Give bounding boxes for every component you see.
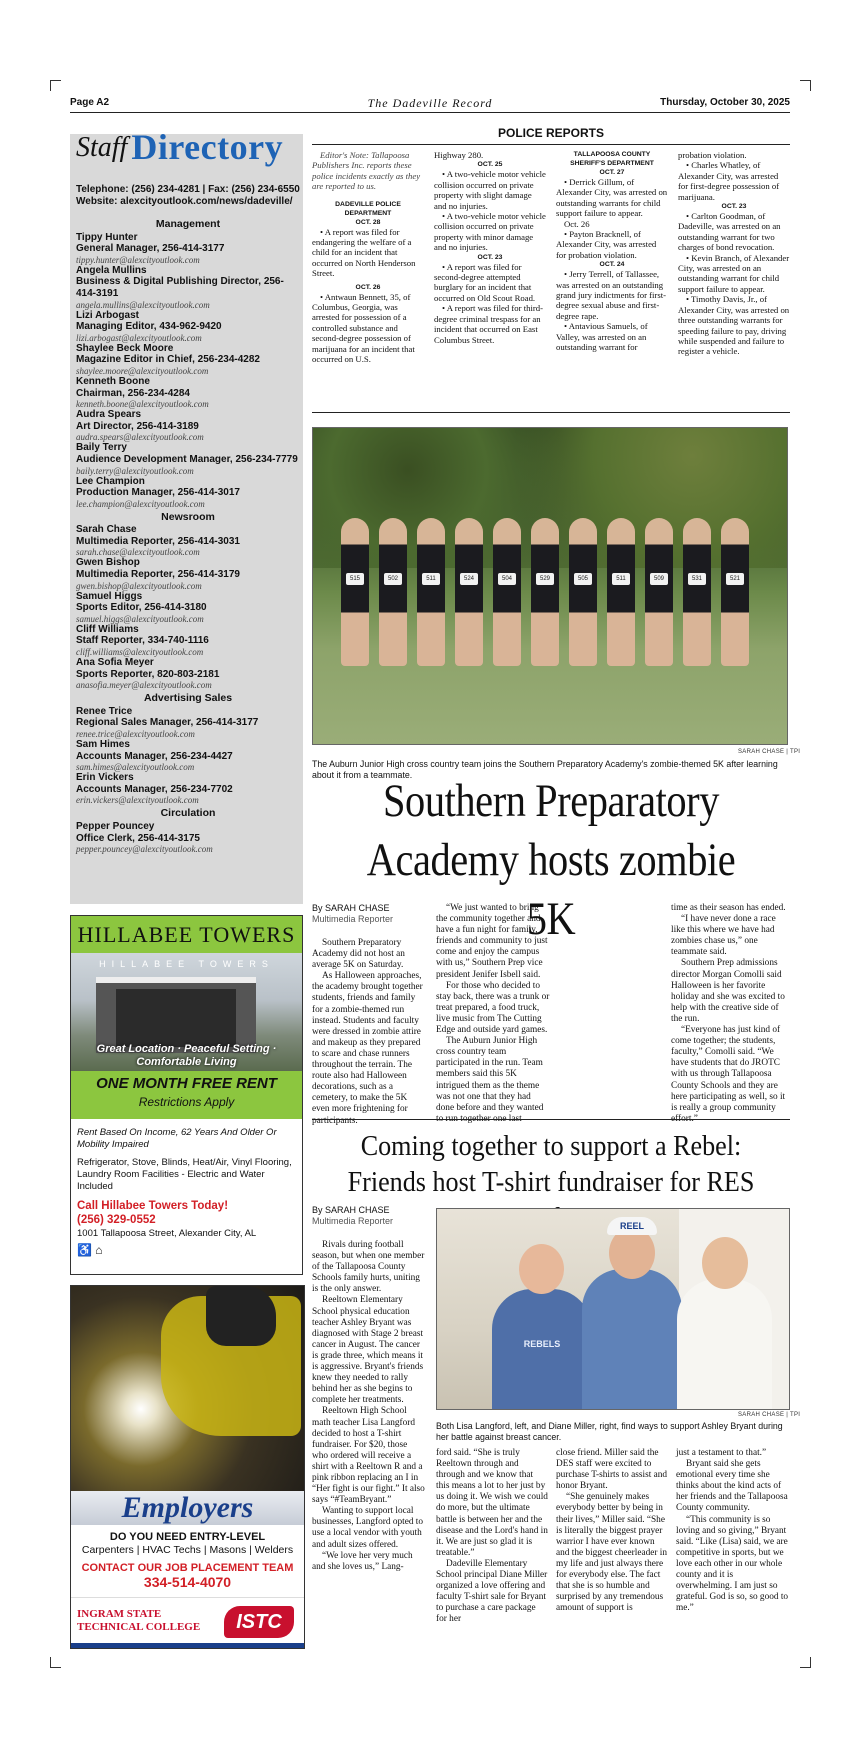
page-number: Page A2 xyxy=(70,97,110,108)
staff-entry xyxy=(76,310,300,343)
ad-tagline: Great Location · Peaceful Setting · Comfortable Living xyxy=(96,1043,277,1068)
staff-title-phone: Art Director, 256-414-3189 xyxy=(76,420,199,432)
staff-entry xyxy=(76,706,300,739)
staff-phone: Telephone: (256) 234-4281 | Fax: (256) 234-6550 xyxy=(76,184,300,195)
building-sign: HILLABEE TOWERS xyxy=(99,959,274,969)
staff-entry xyxy=(76,591,300,624)
ad-building-photo xyxy=(71,953,302,1071)
staff-title-phone: Managing Editor, 434-962-9420 xyxy=(76,321,222,333)
person-right xyxy=(677,1279,772,1409)
crop-mark xyxy=(50,80,61,91)
staff-title-phone: General Manager, 256-414-3177 xyxy=(76,243,225,255)
race-bib: 524 xyxy=(460,573,478,585)
staff-name: Angela Mullins xyxy=(76,264,147,276)
staff-email[interactable]: erin.vickers@alexcityoutlook.com xyxy=(76,795,199,806)
photo-caption: The Auburn Junior High cross country team joins the Southern Preparatory Academy's zombie-themed 5K after learning about it from a teammate. xyxy=(312,759,778,780)
staff-entry xyxy=(76,821,300,854)
photo-credit: SARAH CHASE | TPI xyxy=(738,1412,801,1418)
staff-entry xyxy=(76,376,300,409)
ad-phone[interactable]: (256) 329-0552 xyxy=(77,1214,156,1226)
staff-entry xyxy=(76,476,300,509)
staff-email[interactable]: kenneth.boone@alexcityoutlook.com xyxy=(76,399,209,410)
staff-name: Baily Terry xyxy=(76,442,127,454)
accessibility-icon: ♿ ⌂ xyxy=(77,1243,103,1257)
police-heading: POLICE REPORTS xyxy=(312,126,790,145)
story-headline[interactable]: Southern Preparatory Academy hosts zombie 5K xyxy=(366,775,736,945)
staff-name: Gwen Bishop xyxy=(76,557,140,569)
staff-section-heading: Circulation xyxy=(160,807,216,820)
story-column: Southern Preparatory Academy did not host an average 5K on Saturday. As Halloween approaches, the academy brought together students, friends and family for a zombie-themed run instead. Students and faculty were dressed in zombie attire and makeup as they prepared to scare and chase runners throughout the terrain. The route also had Halloween decorations, such as a cemetery, to make the 5K even more frightening for participants. xyxy=(312,938,423,1126)
story-column: just a testament to that.” Bryant said she gets emotional every time she thinks about the kind acts of her friends and the Tallapoosa County community. “This community is so loving and so giving,” Bryant said. “Like (Lisa) said, we are competitive in sports, but we love each other in our whole county and it is overwhelming. I am just so grateful. God is so, so good to me.” xyxy=(676,1448,789,1614)
photo-credit: SARAH CHASE | TPI xyxy=(738,749,801,755)
byline: By SARAH CHASE Multimedia Reporter xyxy=(312,1205,394,1226)
staff-entry xyxy=(76,409,300,442)
staff-email[interactable]: pepper.pouncey@alexcityoutlook.com xyxy=(76,844,213,855)
staff-name: Ana Sofia Meyer xyxy=(76,657,154,669)
race-bib: 505 xyxy=(574,573,592,585)
section-divider xyxy=(312,1119,790,1120)
runner xyxy=(493,518,521,666)
staff-name: Sam Himes xyxy=(76,739,130,750)
staff-title-phone: Accounts Manager, 256-234-7702 xyxy=(76,783,233,795)
istc-logo: ISTC xyxy=(224,1606,294,1638)
page-folio xyxy=(70,96,790,113)
staff-email[interactable]: cliff.williams@alexcityoutlook.com xyxy=(76,647,204,658)
staff-title-phone: Business & Digital Publishing Director, 256-414-3191 xyxy=(76,276,284,299)
crop-mark xyxy=(50,1657,61,1668)
staff-name: Pepper Pouncey xyxy=(76,820,155,832)
staff-email[interactable]: baily.terry@alexcityoutlook.com xyxy=(76,465,194,476)
runner xyxy=(379,518,407,666)
staff-email[interactable]: gwen.bishop@alexcityoutlook.com xyxy=(76,580,202,591)
staff-email[interactable]: anasofia.meyer@alexcityoutlook.com xyxy=(76,680,212,691)
hillabee-towers-ad[interactable] xyxy=(70,915,303,1275)
staff-entry xyxy=(76,772,300,805)
photo-caption: Both Lisa Langford, left, and Diane Miller, right, find ways to support Ashley Bryant during her battle against breast cancer. xyxy=(436,1421,783,1442)
staff-name: Shaylee Beck Moore xyxy=(76,342,174,354)
staff-email[interactable]: angela.mullins@alexcityoutlook.com xyxy=(76,299,210,310)
staff-title-phone: Multimedia Reporter, 256-414-3031 xyxy=(76,535,240,547)
staff-entry xyxy=(76,343,300,376)
crop-mark xyxy=(800,1657,811,1668)
staff-name: Audra Spears xyxy=(76,409,142,421)
race-bib: 515 xyxy=(346,573,364,585)
story-column: time as their season has ended. “I have never done a race like this where we have had zombies chase us,” one teammate said. Southern Prep admissions director Morgan Comolli said Halloween is her favorite holiday and she was excited to help with the creative side of the run. “Everyone has just kind of come together; the students, faculty,” Comolli said. “We have students that do JROTC with us through Tallapoosa County Schools and they are here participating as well, so it is really a group community effort.” xyxy=(671,903,786,1124)
staff-section-heading: Management xyxy=(155,218,221,230)
ad-headline: Employers xyxy=(71,1491,304,1525)
byline: By SARAH CHASE Multimedia Reporter xyxy=(312,903,394,924)
story-column: “We just wanted to bring the community together and have a fun night for family, friends and community to just come and enjoy the campus with us,” Southern Prep vice president Jenifer Isbell said. For those who decided to stay back, there was a trunk or treat prepared, a food truck, live music from The Cutting Edge and outside yard games. The Auburn Junior High cross country team participated in the run. Team members said this 5K intrigued them as the theme was not one that they had done before and they wanted to run together one last xyxy=(436,903,550,1124)
staff-title-phone: Office Clerk, 256-414-3175 xyxy=(76,832,200,844)
runner xyxy=(645,518,673,666)
staff-name: Sarah Chase xyxy=(76,524,137,536)
staff-email[interactable]: samuel.higgs@alexcityoutlook.com xyxy=(76,613,204,624)
staff-entry xyxy=(76,557,300,590)
staff-title-phone: Magazine Editor in Chief, 256-234-4282 xyxy=(76,354,260,366)
staff-email[interactable]: audra.spears@alexcityoutlook.com xyxy=(76,432,204,443)
ad-title: HILLABEE TOWERS xyxy=(71,916,302,953)
ad-offer: ONE MONTH FREE RENT Restrictions Apply xyxy=(71,1071,302,1119)
race-bib: 531 xyxy=(688,573,706,585)
story-column: ford said. “She is truly Reeltown through and through and we know that this means a lot to her just by us doing it. We wish we could do more, but the ultimate battle is between her and the disease and the Lord's hand in it. We are just so glad it is treatable.” Dadeville Elementary School principal Diane Miller organized a love offering and faculty T-shirt sale for Bryant to purchase a care package for her xyxy=(436,1448,548,1625)
staff-title-phone: Chairman, 256-234-4284 xyxy=(76,387,190,399)
staff-email[interactable]: tippy.hunter@alexcityoutlook.com xyxy=(76,254,200,265)
staff-title-phone: Audience Development Manager, 256-234-7779 xyxy=(76,453,298,465)
staff-entry xyxy=(76,657,300,690)
staff-title-phone: Production Manager, 256-414-3017 xyxy=(76,487,240,499)
staff-title-phone: Accounts Manager, 256-234-4427 xyxy=(76,750,233,762)
welder-photo xyxy=(71,1286,304,1491)
fundraiser-photo xyxy=(436,1208,790,1410)
race-bib: 509 xyxy=(650,573,668,585)
person-center xyxy=(582,1269,682,1409)
staff-name: Renee Trice xyxy=(76,705,133,717)
staff-title-phone: Regional Sales Manager, 256-414-3177 xyxy=(76,717,259,729)
staff-name: Cliff Williams xyxy=(76,623,139,635)
story-column: close friend. Miller said the DES staff were excited to purchase T-shirts to assist and honor Bryant. “She genuinely makes everybody better by being in their lives,” Miller said. “She is literally the biggest prayer warrior I have ever known and the biggest cheerleader in my life and just always there for everybody else. The fact that she is so humble and surprised by any tremendous amount of support is xyxy=(556,1448,668,1614)
issue-date: Thursday, October 30, 2025 xyxy=(660,97,790,108)
staff-email[interactable]: lizi.arbogast@alexcityoutlook.com xyxy=(76,332,202,343)
staff-email[interactable]: lee.champion@alexcityoutlook.com xyxy=(76,498,205,509)
police-column: Highway 280. OCT. 25 • A two-vehicle motor vehicle collision occurred on private property with slight damage and no injuries. • A two-vehicle motor vehicle collision occurred on private property with minor damage and no injuries. OCT. 23 • A report was filed for second-degree attempted burglary for an incident that occurred on Old Scout Road. • A report was filed for third-degree criminal trespass for an incident that occurred on East Columbus Street. xyxy=(434,150,546,345)
rebels-shirt-text: REBELS xyxy=(523,1339,561,1349)
staff-entry xyxy=(76,232,300,265)
staff-email[interactable]: renee.trice@alexcityoutlook.com xyxy=(76,729,195,739)
staff-email[interactable]: sarah.chase@alexcityoutlook.com xyxy=(76,547,200,558)
staff-section-heading: Advertising Sales xyxy=(143,692,233,705)
section-divider xyxy=(312,412,790,413)
cross-country-team-photo xyxy=(312,427,788,745)
race-bib: 504 xyxy=(498,573,516,585)
staff-name: Lee Champion xyxy=(76,475,145,487)
staff-email[interactable]: shaylee.moore@alexcityoutlook.com xyxy=(76,365,209,376)
staff-title-phone: Multimedia Reporter, 256-414-3179 xyxy=(76,569,240,581)
reel-cap: REEL xyxy=(607,1217,657,1235)
staff-directory-title: Staff Directory xyxy=(76,127,284,167)
race-bib: 511 xyxy=(422,573,440,585)
runner xyxy=(721,518,749,666)
staff-name: Samuel Higgs xyxy=(76,590,143,602)
runner xyxy=(683,518,711,666)
runner xyxy=(417,518,445,666)
runner xyxy=(531,518,559,666)
crop-mark xyxy=(800,80,811,91)
police-column: probation violation. • Charles Whatley, of Alexander City, was arrested for first-degree possession of marijuana. OCT. 23 • Carlton Goodman, of Dadeville, was arrested on an outstanding warrant for two charges of bond revocation. • Kevin Branch, of Alexander City, was arrested on an outstanding warrant for child support failure to appear. • Timothy Davis, Jr., of Alexander City, was arrested on three outstanding warrants for speeding failure to pay, driving while suspended and failure to register a vehicle. xyxy=(678,150,790,357)
ad-details: Rent Based On Income, 62 Years And Older Or Mobility Impaired Refrigerator, Stove, Blinds, Heat/Air, Vinyl Flooring, Laundry Room Facilities - Electric and Water Included Call Hillabee Towers Today! (256) 329-0552 1001 Tallapoosa Street, Alexander City, AL ♿ ⌂ xyxy=(71,1119,302,1256)
race-bib: 502 xyxy=(384,573,402,585)
story-column: Rivals during football season, but when one member of the Tallapoosa County Schools family hurts, uniting is the only answer. Reeltown Elementary School physical education teacher Ashley Bryant was diagnosed with Stage 2 breast cancer in August. The cancer is grade three, which means it is aggressive. Bryant's friends knew they needed to rally behind her as she begins to complete her treatments. Reeltown High School math teacher Lisa Langford decided to host a T-shirt fundraiser. For $20, those who ordered will receive a shirt with a Reeltown R and a pink ribbon replacing an I in “Her fight is our fight.” It also says “#TeamBryant.” Wanting to support local businesses, Langford opted to use a local vendor with youth and adult sizes offered. “We love her very much and she loves us,” Lang- xyxy=(312,1240,425,1572)
staff-name: Erin Vickers xyxy=(76,772,134,784)
newspaper-name: The Dadeville Record xyxy=(367,96,493,110)
runner xyxy=(569,518,597,666)
staff-email[interactable]: sam.himes@alexcityoutlook.com xyxy=(76,762,195,773)
college-logo-bar: INGRAM STATE TECHNICAL COLLEGE ISTC xyxy=(71,1597,304,1648)
staff-section-heading: Newsroom xyxy=(161,510,215,523)
staff-entry xyxy=(76,524,300,557)
police-column: TALLAPOOSA COUNTY SHERIFF'S DEPARTMENT OCT. 27 • Derrick Gillum, of Alexander City, was arrested on outstanding warrants for child support failure to appear. Oct. 26 • Payton Bracknell, of Alexander City, was arrested for probation violation. OCT. 24 • Jerry Terrell, of Tallassee, was arrested on an outstanding grand jury indictments for first-degree sexual abuse and first-degree rape. • Antavious Samuels, of Valley, was arrested on an outstanding warrant for xyxy=(556,151,668,353)
race-bib: 529 xyxy=(536,573,554,585)
staff-directory xyxy=(70,127,303,904)
ad-phone[interactable]: 334-514-4070 xyxy=(143,1574,232,1590)
staff-entry xyxy=(76,624,300,657)
race-bib: 511 xyxy=(612,573,630,585)
staff-name: Kenneth Boone xyxy=(76,375,150,387)
police-column: Editor's Note: Tallapoosa Publishers Inc. reports these police incidents exactly as they are reported to us. DADEVILLE POLICE DEPARTMENT OCT. 28 • A report was filed for endangering the welfare of a child for an incident that occurred on North Henderson Street. OCT. 26 • Antwaun Bennett, 35, of Columbus, Georgia, was arrested for possession of a controlled substance and second-degree possession of marijuana for an incident that occurred on U.S. xyxy=(312,150,421,365)
equal-housing-icon: ⌂ xyxy=(95,1243,103,1257)
police-reports xyxy=(312,126,790,365)
staff-name: Lizi Arbogast xyxy=(76,309,139,321)
staff-entry xyxy=(76,265,300,310)
staff-entry xyxy=(76,442,300,475)
runner xyxy=(607,518,635,666)
person-left xyxy=(492,1289,592,1409)
staff-entry xyxy=(76,739,300,772)
istc-employers-ad[interactable]: Employers DO YOU NEED ENTRY-LEVEL Carpenters | HVAC Techs | Masons | Welders CONTACT OUR JOB PLACEMENT TEAM 334-514-4070 INGRAM STATE TECHNICAL COLLEGE ISTC xyxy=(70,1285,305,1649)
staff-title-phone: Sports Reporter, 820-803-2181 xyxy=(76,668,220,680)
runner xyxy=(455,518,483,666)
story-headline[interactable]: Coming together to support a Rebel: Friends host T-shirt fundraiser for RES xyxy=(347,1130,755,1198)
staff-title-phone: Staff Reporter, 334-740-1116 xyxy=(76,635,209,647)
staff-website: Website: alexcityoutlook.com/news/dadeville/ xyxy=(76,196,293,207)
runner xyxy=(341,518,369,666)
race-bib: 521 xyxy=(726,573,744,585)
staff-name: Tippy Hunter xyxy=(76,231,138,243)
staff-list xyxy=(76,216,300,854)
staff-contact xyxy=(76,184,304,208)
staff-title-phone: Sports Editor, 256-414-3180 xyxy=(76,602,207,614)
